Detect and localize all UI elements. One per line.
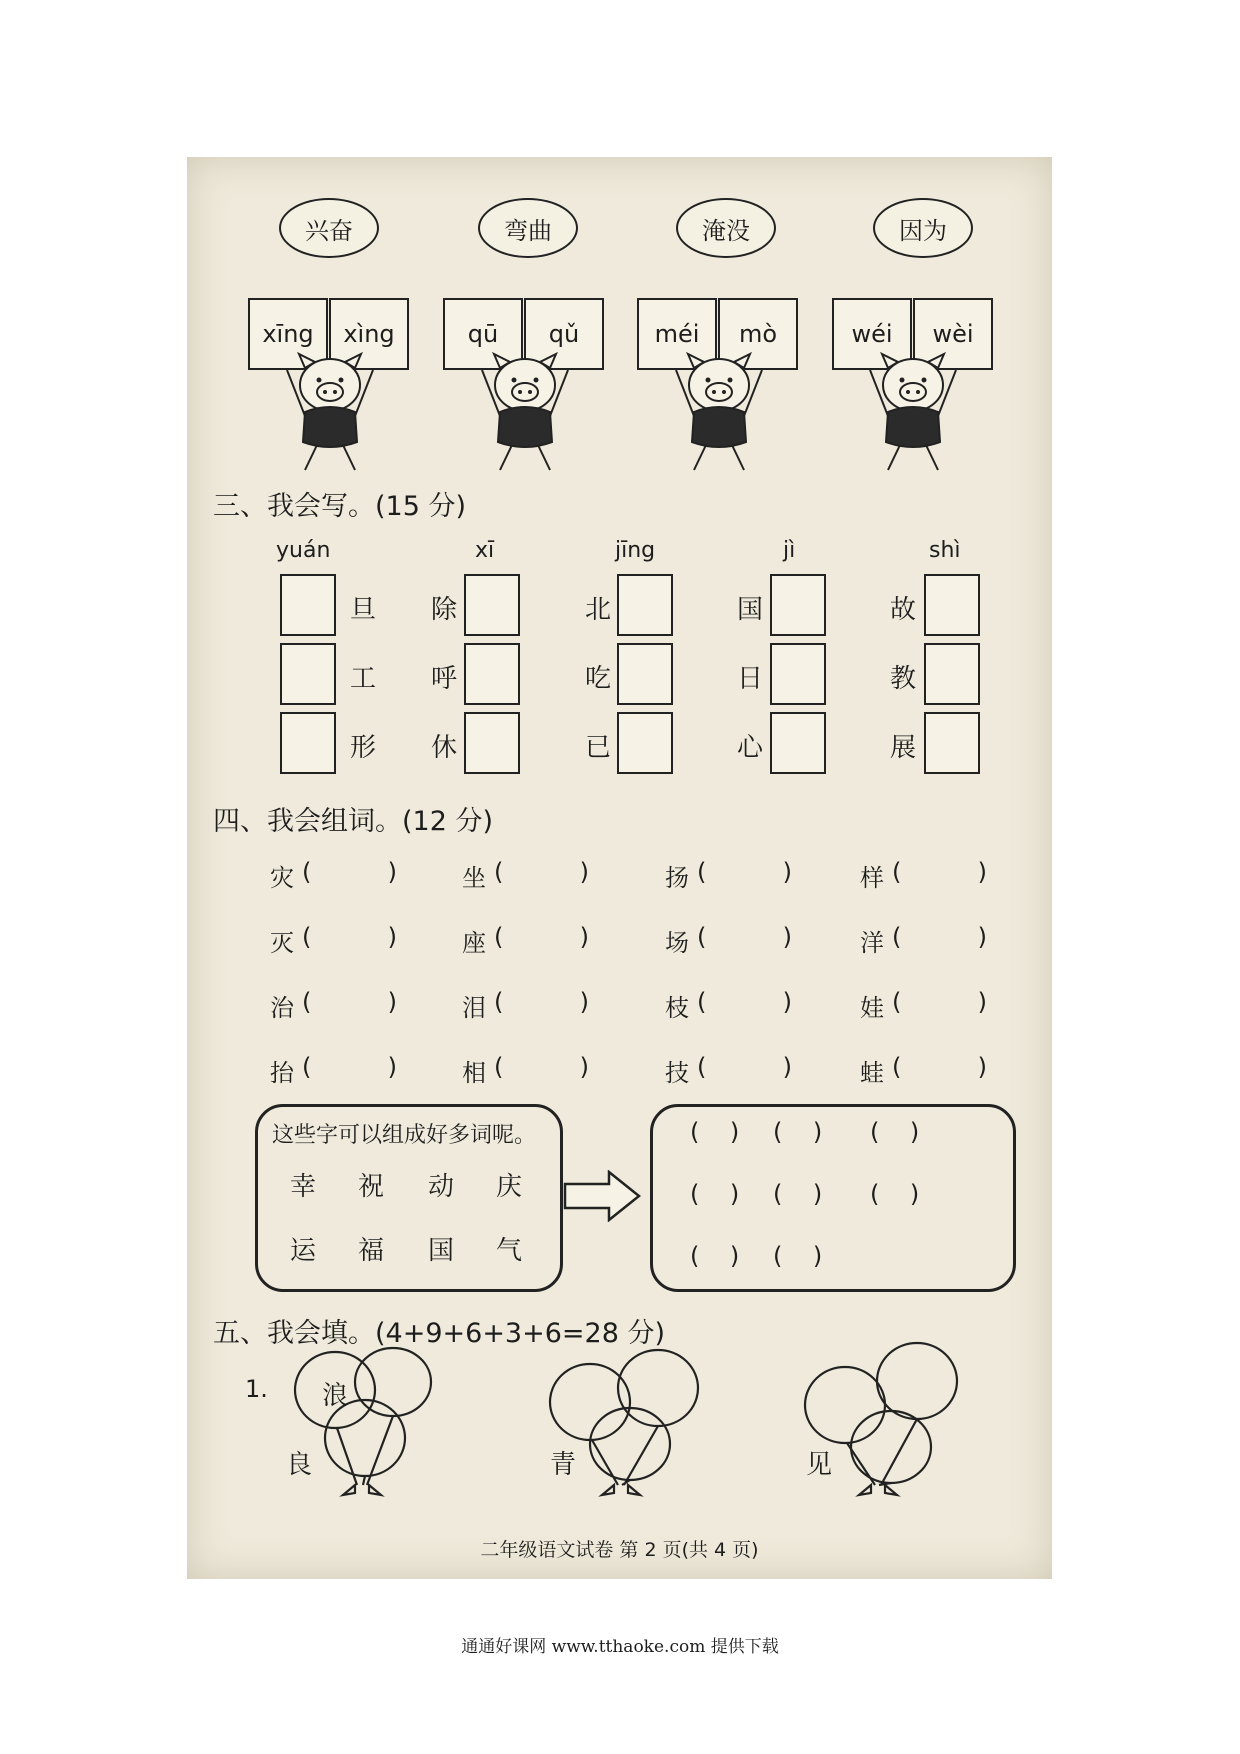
write-box[interactable] xyxy=(770,643,826,705)
write-box[interactable] xyxy=(770,712,826,774)
write-box[interactable] xyxy=(924,712,980,774)
right-arrow-icon xyxy=(563,1170,641,1222)
write-box[interactable] xyxy=(924,574,980,636)
char: 相 xyxy=(462,1059,486,1087)
char: 国 xyxy=(737,595,764,625)
answer-blank[interactable]: ( ) xyxy=(690,1118,740,1146)
answer-blank[interactable]: ( ) xyxy=(690,1180,740,1208)
pinyin-card: wéi xyxy=(832,298,912,370)
char: 坐 xyxy=(462,864,486,892)
answer-blank[interactable]: ( ) xyxy=(302,1053,398,1081)
char: 洋 xyxy=(860,929,884,957)
pinyin-card: xìng xyxy=(329,298,409,370)
char: 日 xyxy=(737,664,764,694)
answer-blank[interactable]: ( ) xyxy=(697,1053,793,1081)
pinyin-card: qū xyxy=(443,298,523,370)
answer-blank[interactable]: ( ) xyxy=(870,1180,920,1208)
char: 展 xyxy=(890,733,917,763)
answer-blank[interactable]: ( ) xyxy=(870,1118,920,1146)
word-oval-3: 淹没 xyxy=(676,198,776,258)
answer-blank[interactable]: ( ) xyxy=(773,1242,823,1270)
char-bank-title: 这些字可以组成好多词呢。 xyxy=(272,1123,537,1148)
write-box[interactable] xyxy=(924,643,980,705)
balloon-side-char: 见 xyxy=(806,1450,833,1480)
char: 北 xyxy=(585,595,612,625)
char: 工 xyxy=(350,664,377,694)
char: 娃 xyxy=(860,994,884,1022)
char: 气 xyxy=(496,1236,523,1266)
char: 枝 xyxy=(665,994,689,1022)
answer-blank[interactable]: ( ) xyxy=(494,858,590,886)
char: 国 xyxy=(428,1236,455,1266)
write-box[interactable] xyxy=(464,574,520,636)
answer-blank[interactable]: ( ) xyxy=(302,923,398,951)
char: 已 xyxy=(585,733,612,763)
char: 样 xyxy=(860,864,884,892)
pig-illustration xyxy=(275,350,385,475)
page-footer: 二年级语文试卷 第 2 页(共 4 页) xyxy=(480,1539,759,1561)
section-4-heading: 四、我会组词。(12 分) xyxy=(213,806,494,837)
balloon-side-char: 青 xyxy=(550,1450,577,1480)
pig-illustration xyxy=(664,350,774,475)
pinyin-card: wèi xyxy=(913,298,993,370)
write-box[interactable] xyxy=(617,574,673,636)
write-box[interactable] xyxy=(617,712,673,774)
char: 灭 xyxy=(270,929,294,957)
char: 技 xyxy=(665,1059,689,1087)
section-5-heading: 五、我会填。(4+9+6+3+6=28 分) xyxy=(213,1318,666,1349)
pig-illustration xyxy=(858,350,968,475)
char: 幸 xyxy=(290,1172,317,1202)
answer-blank[interactable]: ( ) xyxy=(690,1242,740,1270)
answer-blank[interactable]: ( ) xyxy=(302,988,398,1016)
write-box[interactable] xyxy=(280,712,336,774)
pinyin-label: xī xyxy=(475,538,495,563)
answer-blank[interactable]: ( ) xyxy=(773,1118,823,1146)
answer-blank[interactable]: ( ) xyxy=(697,923,793,951)
word-oval-4: 因为 xyxy=(873,198,973,258)
pinyin-card: qǔ xyxy=(524,298,604,370)
write-box[interactable] xyxy=(617,643,673,705)
pig-illustration xyxy=(470,350,580,475)
write-box[interactable] xyxy=(464,712,520,774)
char: 旦 xyxy=(350,595,377,625)
pinyin-label: jīng xyxy=(615,538,656,563)
char: 庆 xyxy=(496,1172,523,1202)
answer-blank[interactable]: ( ) xyxy=(892,923,988,951)
section-3-heading: 三、我会写。(15 分) xyxy=(213,491,467,522)
word-oval-1: 兴奋 xyxy=(279,198,379,258)
write-box[interactable] xyxy=(280,574,336,636)
char: 场 xyxy=(665,929,689,957)
char: 座 xyxy=(462,929,486,957)
char: 吃 xyxy=(585,664,612,694)
answer-blank[interactable]: ( ) xyxy=(494,988,590,1016)
answer-blank[interactable]: ( ) xyxy=(892,858,988,886)
pinyin-label: yuán xyxy=(276,538,331,563)
char: 故 xyxy=(890,595,917,625)
pinyin-card: méi xyxy=(637,298,717,370)
char: 蛙 xyxy=(860,1059,884,1087)
pinyin-card: xīng xyxy=(248,298,328,370)
char: 除 xyxy=(431,595,458,625)
char: 呼 xyxy=(431,664,458,694)
char: 灾 xyxy=(270,864,294,892)
char: 扬 xyxy=(665,864,689,892)
answer-blank[interactable]: ( ) xyxy=(697,988,793,1016)
write-box[interactable] xyxy=(464,643,520,705)
answer-blank[interactable]: ( ) xyxy=(494,923,590,951)
pinyin-label: jì xyxy=(783,538,796,563)
download-credit: 通通好课网 www.tthaoke.com 提供下载 xyxy=(461,1637,779,1657)
char: 福 xyxy=(358,1236,385,1266)
balloon-char: 浪 xyxy=(322,1381,349,1411)
char: 教 xyxy=(890,664,917,694)
char: 心 xyxy=(737,733,764,763)
char: 治 xyxy=(270,994,294,1022)
answer-blank[interactable]: ( ) xyxy=(773,1180,823,1208)
char: 抬 xyxy=(270,1059,294,1087)
char: 泪 xyxy=(462,994,486,1022)
balloon-side-char: 良 xyxy=(286,1450,313,1480)
write-box[interactable] xyxy=(280,643,336,705)
char: 祝 xyxy=(358,1172,385,1202)
char: 运 xyxy=(290,1236,317,1266)
char: 休 xyxy=(431,733,458,763)
word-oval-2: 弯曲 xyxy=(478,198,578,258)
item-number: 1. xyxy=(245,1375,268,1403)
write-box[interactable] xyxy=(770,574,826,636)
answer-blank[interactable]: ( ) xyxy=(494,1053,590,1081)
answer-blank[interactable]: ( ) xyxy=(302,858,398,886)
char: 动 xyxy=(428,1172,455,1202)
pinyin-card: mò xyxy=(718,298,798,370)
answer-blank[interactable]: ( ) xyxy=(892,988,988,1016)
answer-blank[interactable]: ( ) xyxy=(892,1053,988,1081)
char: 形 xyxy=(350,733,377,763)
answer-blank[interactable]: ( ) xyxy=(697,858,793,886)
pinyin-label: shì xyxy=(929,538,961,563)
